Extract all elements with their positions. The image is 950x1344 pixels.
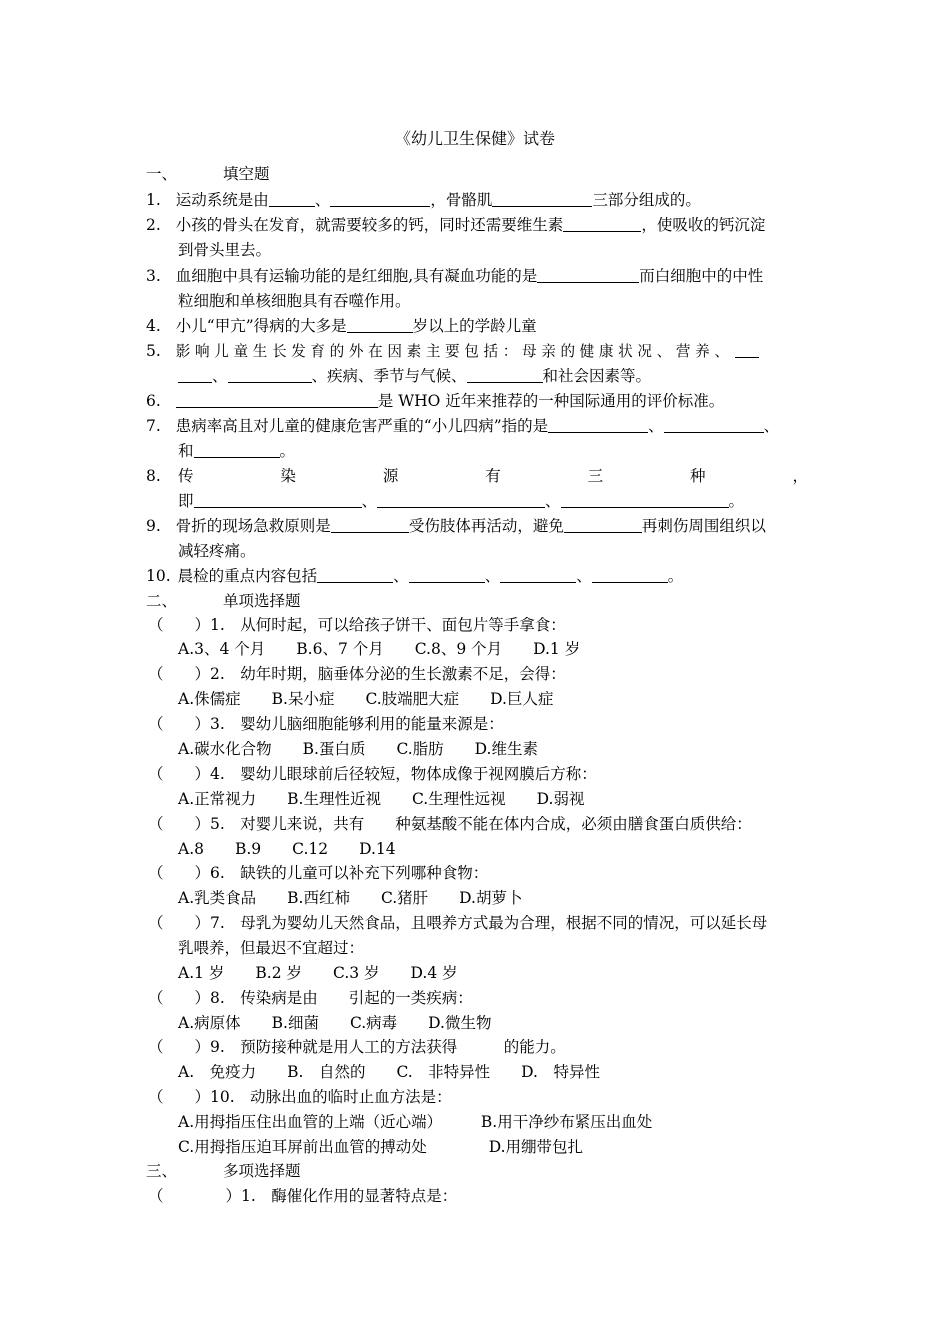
single-options-7[interactable]: A.1 岁 B.2 岁 C.3 岁 D.4 岁 <box>178 964 458 982</box>
section-label: 单项选择题 <box>223 592 301 610</box>
blank[interactable] <box>178 366 212 383</box>
section-label: 填空题 <box>223 165 270 183</box>
blank[interactable] <box>537 266 639 283</box>
blank[interactable] <box>176 391 378 408</box>
fill-question-9-cont: 减轻疼痛。 <box>178 542 256 560</box>
fill-question-2: 2. 小孩的骨头在发育，就需要较多的钙，同时还需要维生素 ，使吸收的钙沉淀 <box>146 216 766 234</box>
single-question-7: （ ）7. 母乳为婴幼儿天然食品，且喂养方式最为合理，根据不同的情况，可以延长母 <box>148 914 768 932</box>
exam-title: 《幼儿卫生保健》试卷 <box>394 129 555 148</box>
single-question-4: （ ）4. 婴幼儿眼球前后径较短，物体成像于视网膜后方称： <box>148 765 597 783</box>
blank[interactable] <box>194 491 362 508</box>
blank[interactable] <box>564 516 642 533</box>
fill-question-6: 6. 是 WHO 近年来推荐的一种国际通用的评价标准。 <box>146 392 725 410</box>
blank[interactable] <box>347 316 413 333</box>
blank[interactable] <box>409 566 485 583</box>
blank[interactable] <box>592 566 668 583</box>
single-question-2: （ ）2. 幼年时期，脑垂体分泌的生长激素不足，会得： <box>148 665 566 683</box>
blank[interactable] <box>561 491 729 508</box>
blank[interactable] <box>377 491 545 508</box>
single-question-3: （ ）3. 婴幼儿脑细胞能够利用的能量来源是： <box>148 715 504 733</box>
single-options-9[interactable]: A. 免疫力 B. 自然的 C. 非特异性 D. 特异性 <box>178 1063 600 1081</box>
single-options-8[interactable]: A.病原体 B.细菌 C.病毒 D.微生物 <box>178 1014 492 1032</box>
single-options-2[interactable]: A.侏儒症 B.呆小症 C.肢端肥大症 D.巨人症 <box>178 690 554 708</box>
fill-question-7: 7. 患病率高且对儿童的健康危害严重的“小儿四病”指的是 、 、 <box>146 417 780 435</box>
single-question-5: （ ）5. 对婴儿来说，共有 种氨基酸不能在体内合成，必须由膳食蛋白质供给： <box>148 815 752 833</box>
blank[interactable] <box>330 190 430 207</box>
single-options-10a[interactable]: A.用拇指压住出血管的上端（近心端） B.用干净纱布紧压出血处 <box>178 1113 653 1131</box>
blank[interactable] <box>500 566 576 583</box>
blank[interactable] <box>467 366 543 383</box>
fill-question-4: 4. 小儿“甲亢”得病的大多是 岁以上的学龄儿童 <box>146 317 537 335</box>
single-question-9: （ ）9. 预防接种就是用人工的方法获得 的能力。 <box>148 1038 566 1056</box>
single-options-1[interactable]: A.3、4 个月 B.6、7 个月 C.8、9 个月 D.1 岁 <box>178 640 581 658</box>
fill-question-7-cont: 和 。 <box>178 442 296 460</box>
blank[interactable] <box>331 516 409 533</box>
fill-question-8: 传 染 源 有 三 种 ， <box>178 467 808 485</box>
single-options-4[interactable]: A.正常视力 B.生理性近视 C.生理性远视 D.弱视 <box>178 790 585 808</box>
fill-question-9: 9. 骨折的现场急救原则是 受伤肢体再活动，避免 再刺伤周围组织以 <box>146 517 766 535</box>
fill-question-5: 5. 影 响 儿 童 生 长 发 育 的 外 在 因 素 主 要 包 括 ： 母 亲 的 健 康 状 况 、 营 养 、 <box>146 340 759 363</box>
blank[interactable] <box>664 416 764 433</box>
blank[interactable] <box>735 341 759 358</box>
single-options-5[interactable]: A.8 B.9 C.12 D.14 <box>178 840 396 858</box>
fill-question-5-cont: 、 、疾病、季节与气候、 和社会因素等。 <box>178 365 651 387</box>
fill-question-1: 1. 运动系统是由 、 ，骨骼肌 三部分组成的。 <box>146 191 701 209</box>
fill-question-10: 10. 晨检的重点内容包括 、 、 、 。 <box>146 567 684 585</box>
single-question-8: （ ）8. 传染病是由 引起的一类疾病： <box>148 989 473 1007</box>
section-2-heading <box>146 590 301 612</box>
section-1-heading <box>146 163 270 185</box>
fill-question-3-cont: 粒细胞和单核细胞具有吞噬作用。 <box>178 292 411 310</box>
fill-question-8-num: 8. <box>146 467 161 485</box>
fill-question-2-cont: 到骨头里去。 <box>178 241 272 259</box>
section-number: 一、 <box>146 165 178 183</box>
single-question-6: （ ）6. 缺铁的儿童可以补充下列哪种食物： <box>148 864 489 882</box>
multi-question-1: （ ）1. 酶催化作用的显著特点是： <box>148 1187 458 1205</box>
section-number: 三、 <box>146 1162 178 1180</box>
blank[interactable] <box>563 215 641 232</box>
blank[interactable] <box>492 190 592 207</box>
single-options-10b[interactable]: C.用拇指压迫耳屏前出血管的搏动处 D.用绷带包扎 <box>178 1138 584 1156</box>
single-question-7-cont: 乳喂养，但最迟不宜超过： <box>178 939 365 957</box>
single-options-6[interactable]: A.乳类食品 B.西红柿 C.猪肝 D.胡萝卜 <box>178 889 523 907</box>
section-3-heading <box>146 1160 301 1182</box>
section-number: 二、 <box>146 592 178 610</box>
blank[interactable] <box>548 416 648 433</box>
single-options-3[interactable]: A.碳水化合物 B.蛋白质 C.脂肪 D.维生素 <box>178 740 538 758</box>
blank[interactable] <box>228 366 312 383</box>
blank[interactable] <box>317 566 393 583</box>
single-question-1: （ ）1. 从何时起，可以给孩子饼干、面包片等手拿食： <box>148 616 566 634</box>
blank[interactable] <box>269 190 315 207</box>
blank[interactable] <box>194 441 280 458</box>
fill-question-3: 3. 血细胞中具有运输功能的是红细胞,具有凝血功能的是 而白细胞中的中性 <box>146 267 764 285</box>
single-question-10: （ ）10. 动脉出血的临时止血方法是： <box>148 1088 452 1106</box>
fill-question-8-cont: 即 、 、 。 <box>178 492 745 510</box>
section-label: 多项选择题 <box>223 1162 301 1180</box>
